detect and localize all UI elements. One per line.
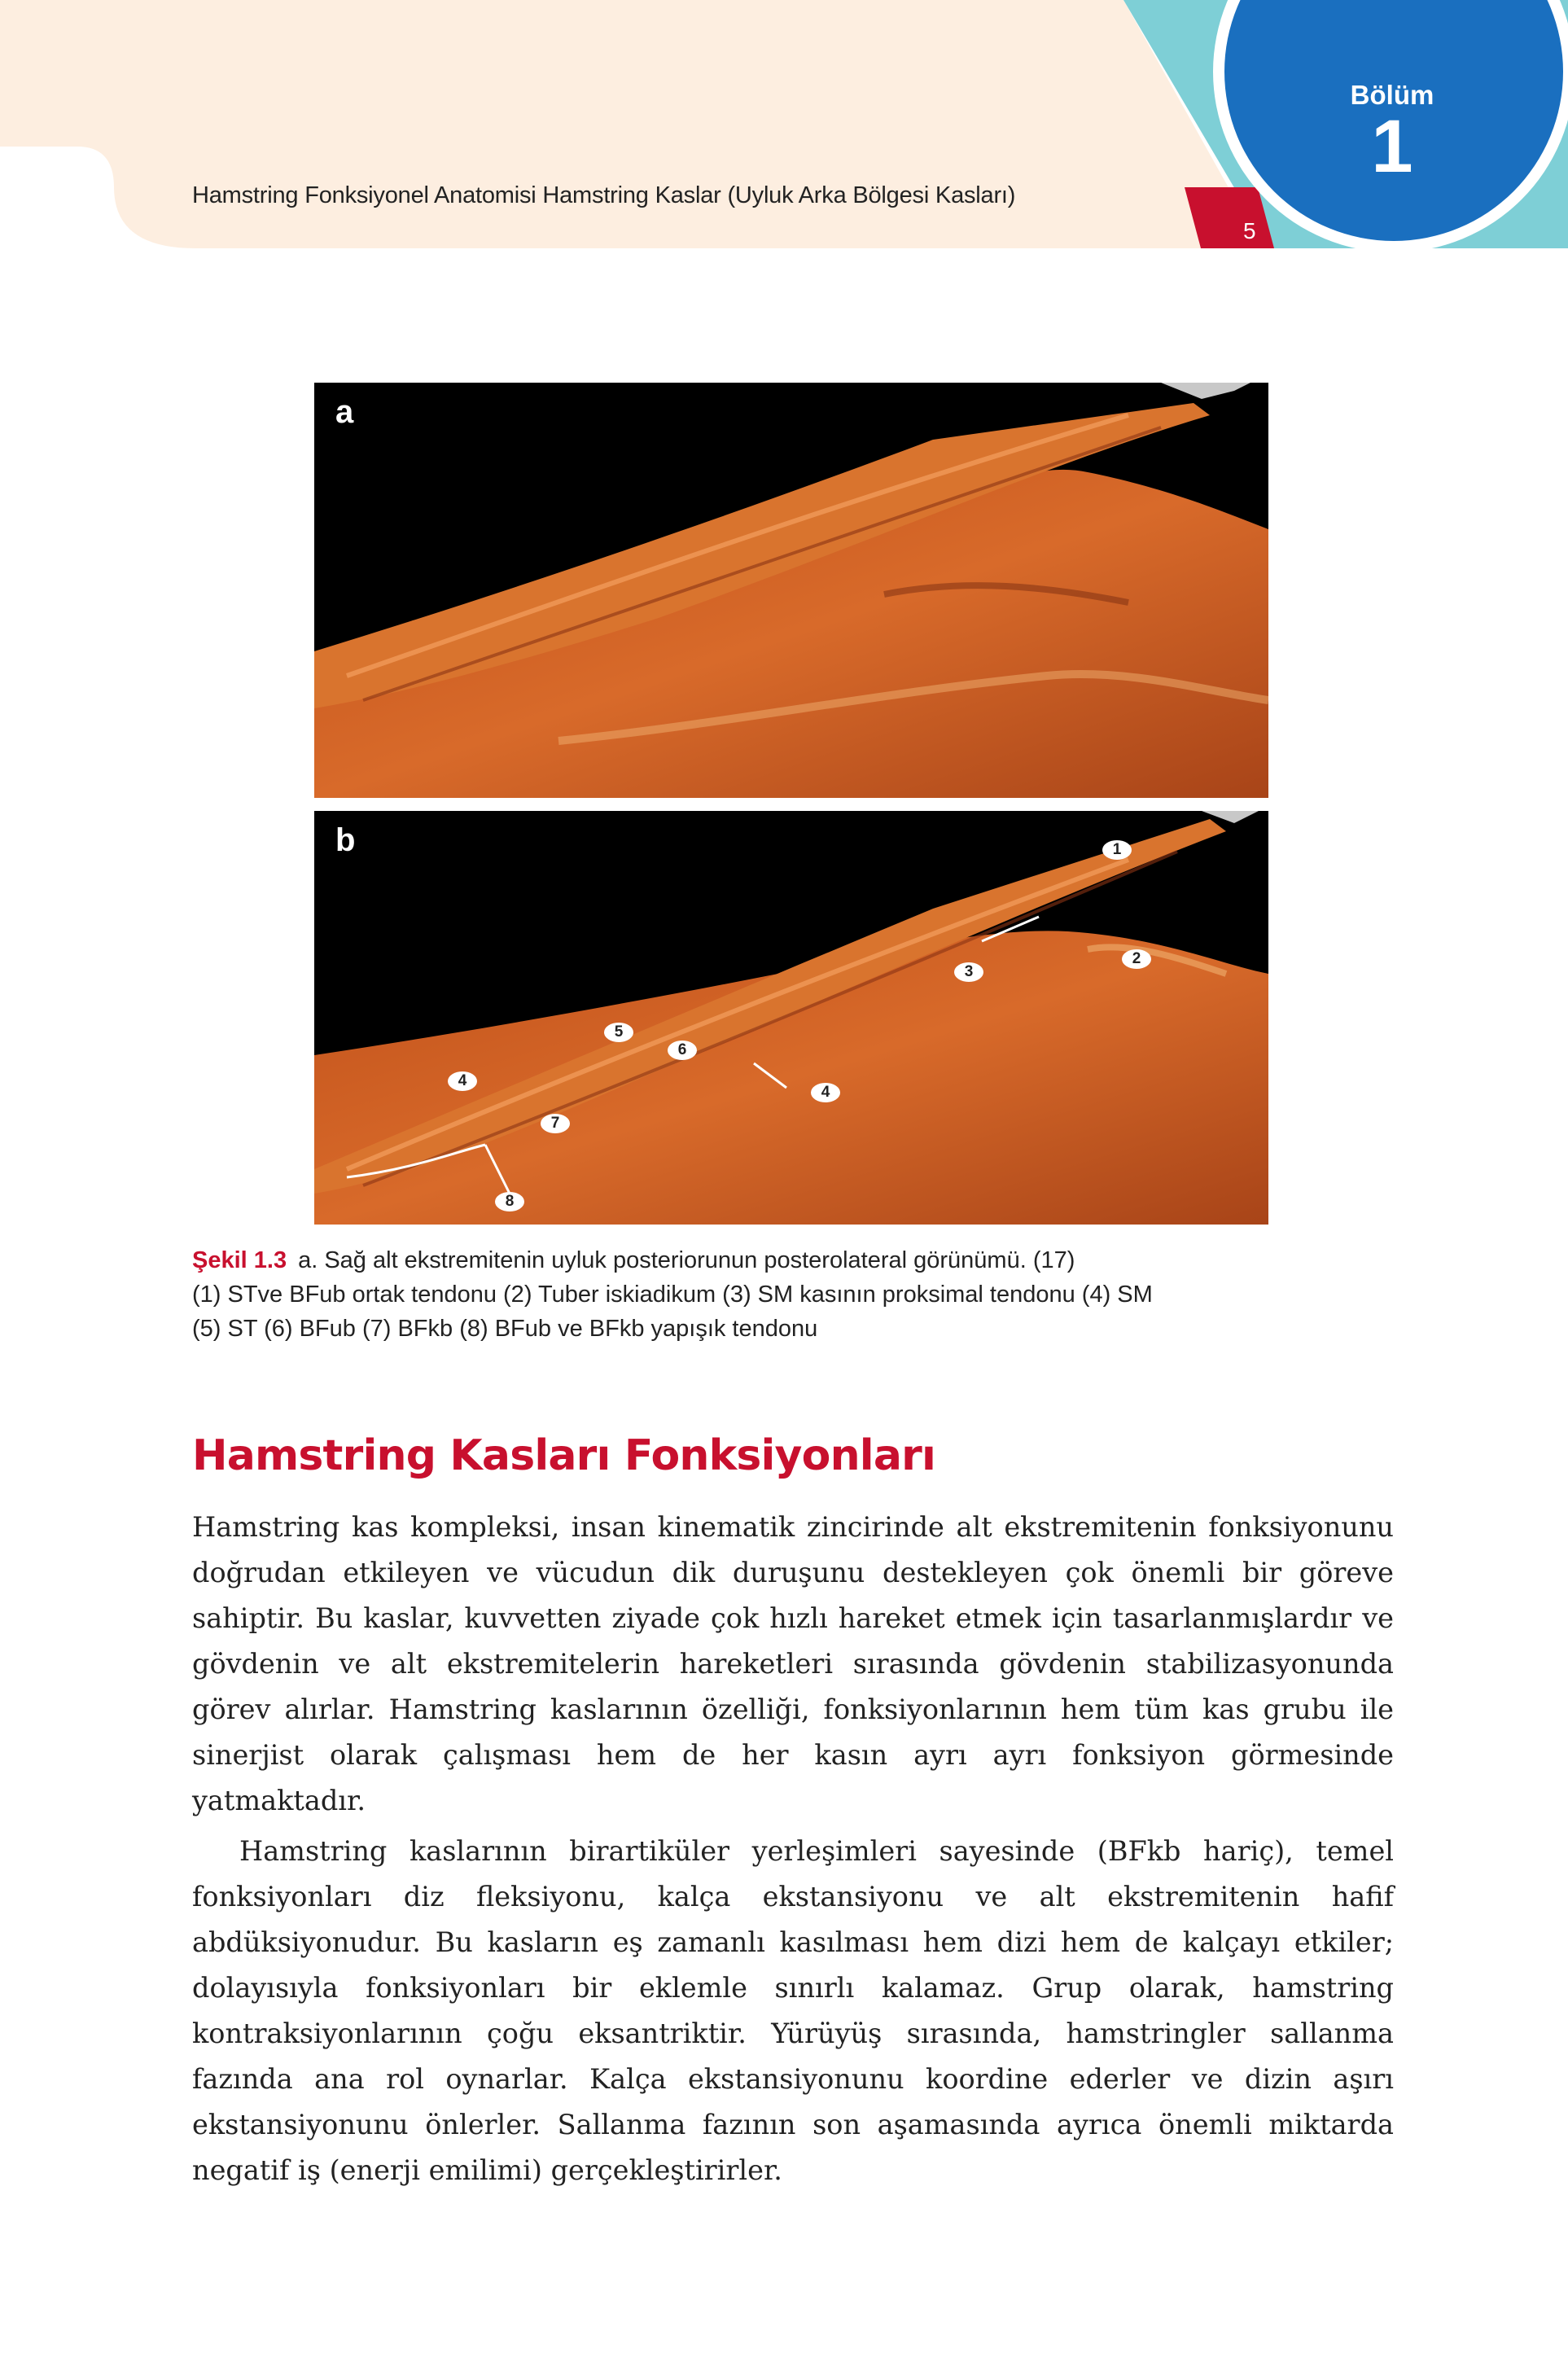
caption-line-1 (192, 1243, 1413, 1277)
header-cream-shape (0, 0, 1239, 248)
caption-line-3: (5) ST (6) BFub (7) BFkb (8) BFub ve BFkb yapışık tendonu (192, 1316, 818, 1342)
figure-marker-5: 5 (604, 1023, 633, 1042)
dissection-image-a (314, 383, 1268, 798)
figure-caption (192, 1243, 1413, 1346)
chapter-label: Bölüm (1350, 80, 1434, 110)
figure-marker-4-left: 4 (448, 1071, 477, 1091)
figure-photo-b (314, 811, 1268, 1225)
page-number: 5 (1243, 218, 1256, 243)
figure-label: Şekil 1.3 (192, 1247, 287, 1273)
figure-marker-3: 3 (954, 962, 983, 982)
body-paragraph-1: Hamstring kas kompleksi, insan kinematik zincirinde alt ekstremitenin fonksiyonunu doğrudan etkileyen ve vücudun dik duruşunu destekleyen çok önemli bir göreve sahiptir. Bu kaslar, kuvvetten ziyade çok hızlı hareket etmek için tasarlanmışlardır ve gövdenin ve alt ekstremitelerin hareketleri sırasında gövdenin stabilizasyonunda görev alırlar. Hamstring kaslarının özelliği, fonksiyonlarının hem tüm kas grubu ile sinerjist olarak çalışması hem de her kasın ayrı ayrı fonksiyon görmesinde yatmaktadır. (192, 1511, 1394, 1816)
chapter-number: 1 (1371, 105, 1413, 188)
panel-label-a: a (335, 394, 354, 430)
figure-marker-4-right: 4 (811, 1083, 840, 1102)
dissection-image-b (314, 811, 1268, 1225)
body-paragraph-2: Hamstring kaslarının birartiküler yerleşimleri sayesinde (BFkb hariç), temel fonksiyonları diz fleksiyonu, kalça ekstansiyonu ve alt ekstremitenin hafif abdüksiyonudur. Bu kasların eş zamanlı kasılması hem dizi hem de kalçayı etkiler; dolayısıyla fonksiyonları bir eklemle sınırlı kalamaz. Grup olarak, hamstring kontraksiyonlarının çoğu eksantriktir. Yürüyüş sırasında, hamstringler sallanma fazında ana rol oynarlar. Kalça ekstansiyonunu koordine ederler ve dizin aşırı ekstansiyonunu önlerler. Sallanma fazının son aşamasında ayrıca önemli miktarda negatif iş (enerji emilimi) gerçekleştirirler. (192, 1835, 1394, 2186)
figure-marker-7: 7 (541, 1114, 570, 1133)
figure-marker-6: 6 (668, 1041, 697, 1060)
figure-marker-8: 8 (495, 1192, 524, 1211)
figure-marker-2: 2 (1122, 949, 1151, 969)
caption-line-2: (1) STve BFub ortak tendonu (2) Tuber iskiadikum (3) SM kasının proksimal tendonu (4) SM (192, 1282, 1153, 1308)
panel-label-b: b (335, 822, 356, 858)
figure-marker-1: 1 (1102, 840, 1132, 860)
running-head: Hamstring Fonksiyonel Anatomisi Hamstring Kaslar (Uyluk Arka Bölgesi Kasları) (192, 182, 1016, 208)
section-body (192, 1505, 1394, 2193)
section-heading: Hamstring Kasları Fonksiyonları (192, 1431, 935, 1480)
figure-photo-a (314, 383, 1268, 798)
caption-text-1: a. Sağ alt ekstremitenin uyluk posteriorunun posterolateral görünümü. (17) (298, 1247, 1075, 1273)
